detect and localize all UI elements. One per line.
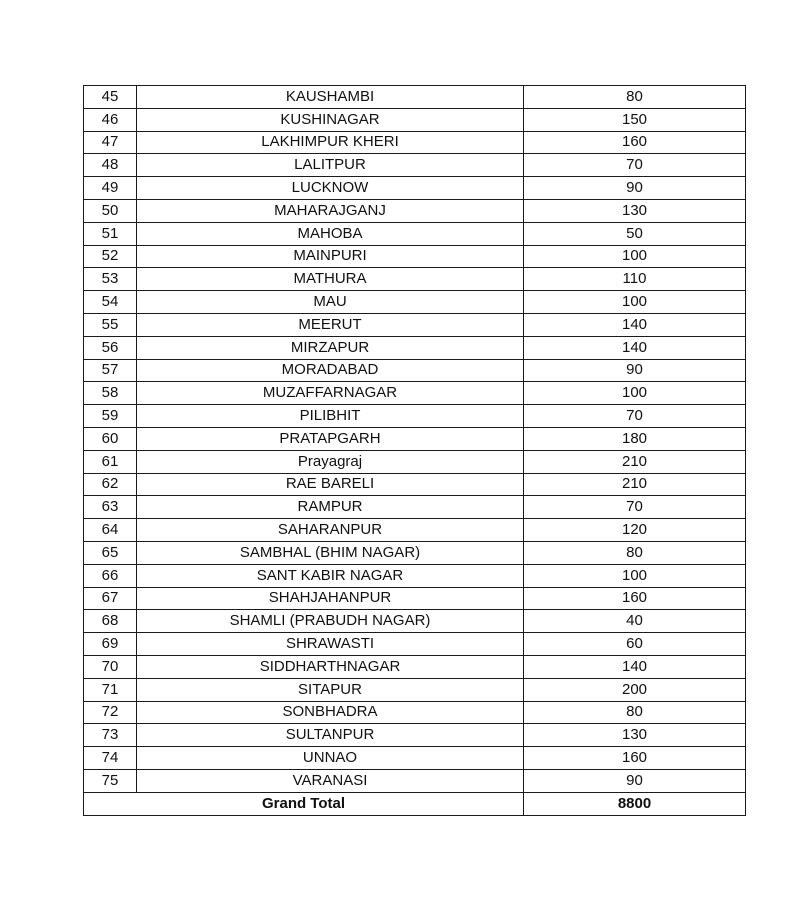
table-row (84, 199, 746, 222)
grand-total-label: Grand Total (84, 792, 524, 815)
count-cell: 160 (524, 747, 746, 770)
table-row (84, 724, 746, 747)
table-row (84, 769, 746, 792)
table-row (84, 222, 746, 245)
serial-number-cell: 64 (84, 519, 137, 542)
count-cell: 70 (524, 405, 746, 428)
count-cell: 140 (524, 336, 746, 359)
district-name-cell: MAHARAJGANJ (137, 199, 524, 222)
table-row (84, 496, 746, 519)
count-cell: 100 (524, 382, 746, 405)
district-name-cell: SHAHJAHANPUR (137, 587, 524, 610)
serial-number-cell: 59 (84, 405, 137, 428)
count-cell: 40 (524, 610, 746, 633)
serial-number-cell: 70 (84, 655, 137, 678)
table-row (84, 747, 746, 770)
district-name-cell: SIDDHARTHNAGAR (137, 655, 524, 678)
district-name-cell: SHAMLI (PRABUDH NAGAR) (137, 610, 524, 633)
count-cell: 50 (524, 222, 746, 245)
district-name-cell: RAMPUR (137, 496, 524, 519)
count-cell: 100 (524, 245, 746, 268)
district-name-cell: MIRZAPUR (137, 336, 524, 359)
table-row (84, 245, 746, 268)
district-name-cell: MATHURA (137, 268, 524, 291)
count-cell: 210 (524, 473, 746, 496)
district-name-cell: MAINPURI (137, 245, 524, 268)
count-cell: 150 (524, 108, 746, 131)
count-cell: 100 (524, 291, 746, 314)
count-cell: 80 (524, 701, 746, 724)
serial-number-cell: 68 (84, 610, 137, 633)
district-name-cell: MAHOBA (137, 222, 524, 245)
district-name-cell: UNNAO (137, 747, 524, 770)
table-row (84, 610, 746, 633)
district-name-cell: LALITPUR (137, 154, 524, 177)
district-name-cell: RAE BARELI (137, 473, 524, 496)
district-name-cell: KAUSHAMBI (137, 86, 524, 109)
serial-number-cell: 58 (84, 382, 137, 405)
serial-number-cell: 57 (84, 359, 137, 382)
table-row (84, 405, 746, 428)
district-name-cell: KUSHINAGAR (137, 108, 524, 131)
serial-number-cell: 49 (84, 177, 137, 200)
table-row (84, 154, 746, 177)
district-name-cell: LUCKNOW (137, 177, 524, 200)
count-cell: 110 (524, 268, 746, 291)
count-cell: 140 (524, 655, 746, 678)
serial-number-cell: 52 (84, 245, 137, 268)
count-cell: 60 (524, 633, 746, 656)
table-row (84, 587, 746, 610)
table-body (84, 86, 746, 816)
district-name-cell: SONBHADRA (137, 701, 524, 724)
district-name-cell: MEERUT (137, 313, 524, 336)
district-name-cell: MUZAFFARNAGAR (137, 382, 524, 405)
serial-number-cell: 45 (84, 86, 137, 109)
serial-number-cell: 63 (84, 496, 137, 519)
count-cell: 120 (524, 519, 746, 542)
table-row (84, 131, 746, 154)
district-name-cell: PILIBHIT (137, 405, 524, 428)
count-cell: 160 (524, 587, 746, 610)
serial-number-cell: 67 (84, 587, 137, 610)
table-row (84, 633, 746, 656)
table-row (84, 291, 746, 314)
count-cell: 180 (524, 427, 746, 450)
serial-number-cell: 65 (84, 541, 137, 564)
table-row (84, 541, 746, 564)
serial-number-cell: 48 (84, 154, 137, 177)
count-cell: 80 (524, 86, 746, 109)
count-cell: 90 (524, 359, 746, 382)
table-row (84, 268, 746, 291)
table-row (84, 108, 746, 131)
table-row (84, 177, 746, 200)
district-name-cell: SAHARANPUR (137, 519, 524, 542)
serial-number-cell: 56 (84, 336, 137, 359)
table-row (84, 519, 746, 542)
district-name-cell: SITAPUR (137, 678, 524, 701)
table-row (84, 655, 746, 678)
serial-number-cell: 54 (84, 291, 137, 314)
table-row (84, 450, 746, 473)
count-cell: 80 (524, 541, 746, 564)
serial-number-cell: 53 (84, 268, 137, 291)
count-cell: 130 (524, 199, 746, 222)
serial-number-cell: 50 (84, 199, 137, 222)
district-name-cell: MAU (137, 291, 524, 314)
count-cell: 70 (524, 154, 746, 177)
serial-number-cell: 73 (84, 724, 137, 747)
count-cell: 130 (524, 724, 746, 747)
serial-number-cell: 75 (84, 769, 137, 792)
district-name-cell: Prayagraj (137, 450, 524, 473)
district-name-cell: SAMBHAL (BHIM NAGAR) (137, 541, 524, 564)
district-name-cell: SHRAWASTI (137, 633, 524, 656)
district-allocation-table (83, 85, 746, 816)
table-row (84, 473, 746, 496)
table-row (84, 359, 746, 382)
district-name-cell: VARANASI (137, 769, 524, 792)
table-row (84, 86, 746, 109)
serial-number-cell: 61 (84, 450, 137, 473)
district-name-cell: SANT KABIR NAGAR (137, 564, 524, 587)
count-cell: 140 (524, 313, 746, 336)
serial-number-cell: 69 (84, 633, 137, 656)
table-row (84, 701, 746, 724)
serial-number-cell: 60 (84, 427, 137, 450)
table-row (84, 313, 746, 336)
grand-total-row (84, 792, 746, 815)
count-cell: 100 (524, 564, 746, 587)
serial-number-cell: 62 (84, 473, 137, 496)
table-row (84, 564, 746, 587)
count-cell: 210 (524, 450, 746, 473)
table-row (84, 336, 746, 359)
count-cell: 200 (524, 678, 746, 701)
count-cell: 90 (524, 177, 746, 200)
serial-number-cell: 47 (84, 131, 137, 154)
serial-number-cell: 55 (84, 313, 137, 336)
grand-total-value: 8800 (524, 792, 746, 815)
count-cell: 160 (524, 131, 746, 154)
table-row (84, 427, 746, 450)
serial-number-cell: 66 (84, 564, 137, 587)
count-cell: 70 (524, 496, 746, 519)
serial-number-cell: 72 (84, 701, 137, 724)
district-name-cell: SULTANPUR (137, 724, 524, 747)
serial-number-cell: 51 (84, 222, 137, 245)
count-cell: 90 (524, 769, 746, 792)
serial-number-cell: 71 (84, 678, 137, 701)
district-name-cell: MORADABAD (137, 359, 524, 382)
serial-number-cell: 46 (84, 108, 137, 131)
district-name-cell: LAKHIMPUR KHERI (137, 131, 524, 154)
table-row (84, 678, 746, 701)
district-name-cell: PRATAPGARH (137, 427, 524, 450)
serial-number-cell: 74 (84, 747, 137, 770)
table-row (84, 382, 746, 405)
